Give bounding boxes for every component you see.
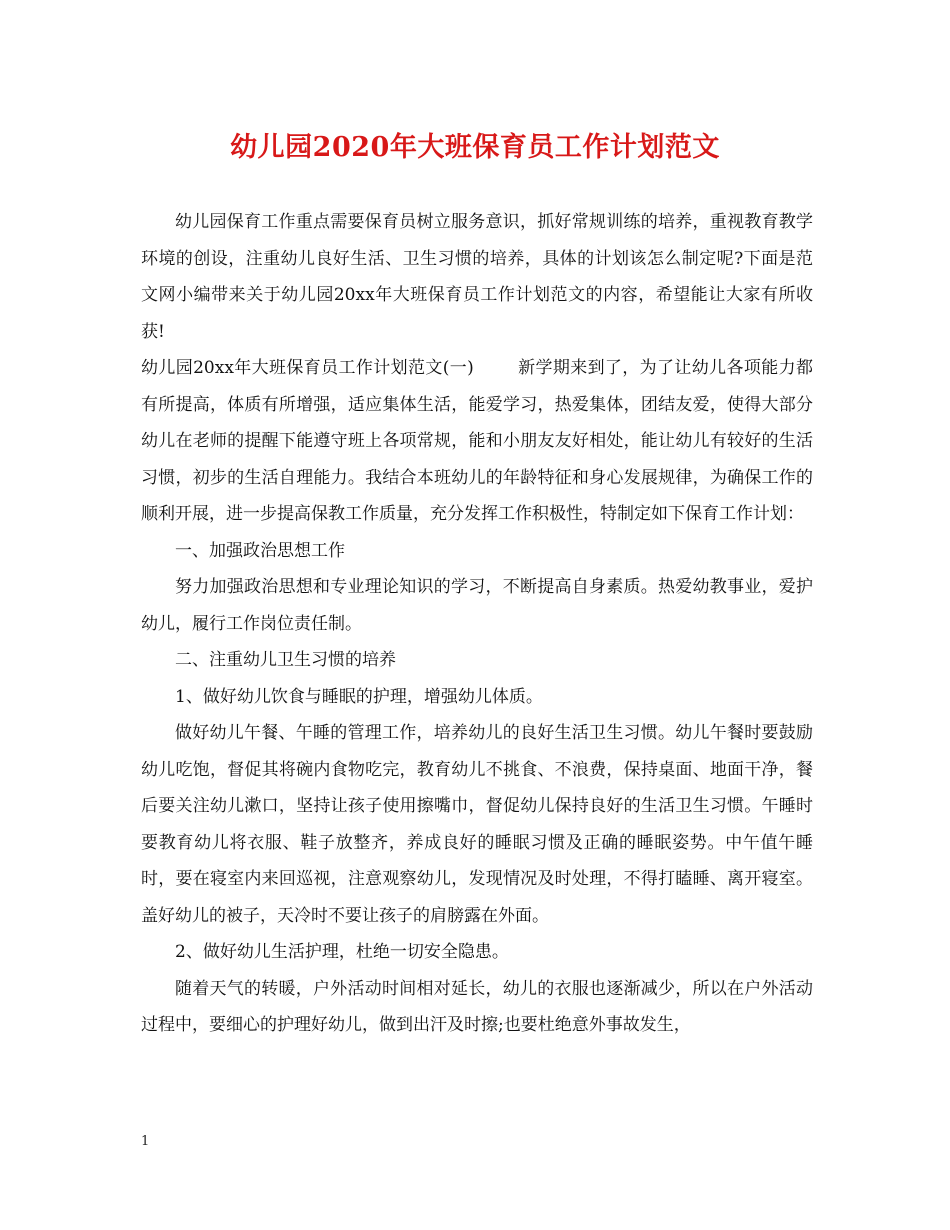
- heading-political-work: 一、加强政治思想工作: [175, 540, 345, 561]
- life-care-paragraph: 随着天气的转暖，户外活动时间相对延长，幼儿的衣服也逐渐减少，所以在户外活动过程中，要细心的护理好幼儿，做到出汗及时擦;也要杜绝意外事故发生，: [141, 978, 813, 1035]
- document-body: [141, 204, 813, 1044]
- document-title: 幼儿园2020年大班保育员工作计划范文: [230, 132, 720, 163]
- intro-paragraph: 幼儿园保育工作重点需要保育员树立服务意识，抓好常规训练的培养，重视教育教学环境的创设，注重幼儿良好生活、卫生习惯的培养，具体的计划该怎么制定呢?下面是范文网小编带来关于幼儿园20xx年大班保育员工作计划范文的内容，希望能让大家有所收获!: [141, 212, 813, 342]
- political-work-paragraph: 努力加强政治思想和专业理论知识的学习，不断提高自身素质。热爱幼教事业，爱护幼儿，履行工作岗位责任制。: [141, 577, 813, 634]
- heading-hygiene-habits: 二、注重幼儿卫生习惯的培养: [175, 650, 396, 670]
- diet-sleep-paragraph: 做好幼儿午餐、午睡的管理工作，培养幼儿的良好生活卫生习惯。幼儿午餐时要鼓励幼儿吃饱，督促其将碗内食物吃完，教育幼儿不挑食、不浪费，保持桌面、地面干净，餐后要关注幼儿漱口，坚持让孩子使用擦嘴巾，督促幼儿保持良好的生活卫生习惯。午睡时要教育幼儿将衣服、鞋子放整齐，养成良好的睡眠习惯及正确的睡眠姿势。中午值午睡时，要在寝室内来回巡视，注意观察幼儿，发现情况及时处理，不得打瞌睡、离开寝室。盖好幼儿的被子，天冷时不要让孩子的肩膀露在外面。: [141, 723, 813, 926]
- section-paragraph: [141, 350, 813, 533]
- subheading-diet-sleep: 1、做好幼儿饮食与睡眠的护理，增强幼儿体质。: [175, 686, 543, 707]
- subheading-life-care: 2、做好幼儿生活护理，杜绝一切安全隐患。: [175, 942, 509, 962]
- section-intro-text: 新学期来到了，为了让幼儿各项能力都有所提高，体质有所增强，适应集体生活，能爱学习，热爱集体，团结友爱，使得大部分幼儿在老师的提醒下能遵守班上各项常规，能和小朋友友好相处，能让幼儿有较好的生活习惯，初步的生活自理能力。我结合本班幼儿的年龄特征和身心发展规律，为确保工作的顺利开展，进一步提高保教工作质量，充分发挥工作积极性，特制定如下保育工作计划：: [141, 358, 813, 524]
- section-header: 幼儿园20xx年大班保育员工作计划范文(一): [141, 358, 474, 378]
- page-number: 1: [141, 1134, 150, 1149]
